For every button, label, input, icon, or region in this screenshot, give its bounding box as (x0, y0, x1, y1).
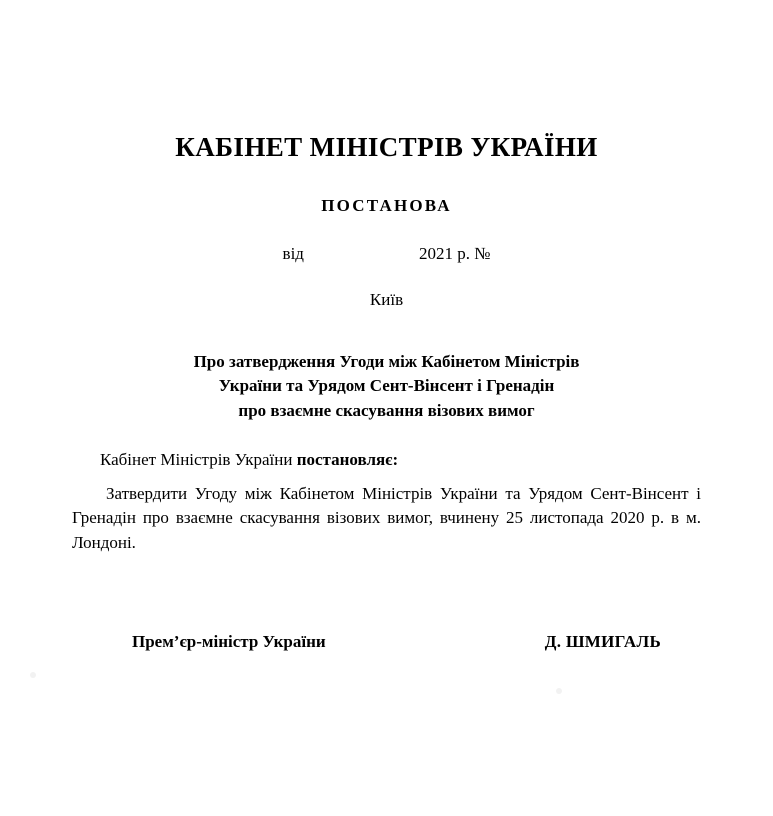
lead-keyword: постановляє: (296, 449, 399, 469)
lead-text: Кабінет Міністрів України (100, 449, 297, 469)
signature-title: Прем’єр-міністр України (132, 631, 326, 651)
body-paragraph: Затвердити Угоду між Кабінетом Міністрів України та Урядом Сент-Вінсент і Гренадін про взаємне скасування візових вимог, вчинену 25 листопада 2020 р. в м. Лондоні. (72, 483, 701, 552)
scan-artifact-mark (556, 688, 562, 694)
scan-artifact-mark (30, 672, 36, 678)
signature-name: Д. ШМИГАЛЬ (544, 631, 661, 651)
date-line (72, 244, 701, 264)
subject-line: про взаємне скасування візових вимог (238, 400, 535, 420)
city-label: Київ (369, 289, 404, 309)
subject-line: України та Урядом Сент-Вінсент і Гренадін (218, 376, 555, 396)
document-content (0, 133, 773, 652)
signature-block (72, 632, 701, 652)
date-value: 2021 р. № (418, 243, 491, 263)
subject-line: Про затвердження Угоди між Кабінетом Міністрів (193, 351, 580, 371)
page-title: КАБІНЕТ МІНІСТРІВ УКРАЇНИ (175, 132, 598, 162)
date-prefix: від (282, 243, 304, 263)
lead-paragraph (72, 450, 701, 470)
document-subject (72, 350, 701, 424)
document-type-heading: ПОСТАНОВА (321, 195, 452, 215)
